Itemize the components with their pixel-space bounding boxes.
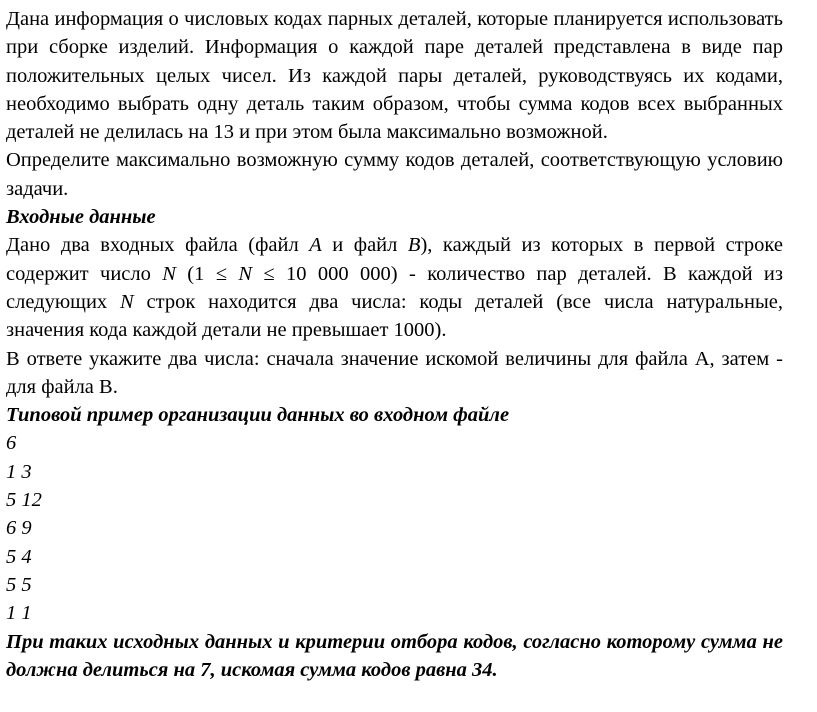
input-description [6, 231, 783, 344]
example-line: 1 3 [6, 460, 32, 483]
input-text-1: Дано два входных файла (файл [6, 234, 310, 257]
var-n-2: N [238, 262, 253, 285]
example-conclusion: При таких исходных данных и критерии отбора кодов, согласно которому сумма не должна делиться на 7, искомая сумма кодов равна 34. [6, 630, 783, 681]
input-text-4: (1 ≤ [175, 262, 239, 285]
input-heading: Входные данные [6, 206, 156, 229]
input-text-6: строк находится два числа: коды деталей (все числа натуральные, значения кода каждой детали не превышает 1000). [6, 290, 783, 342]
var-n-3: N [120, 290, 134, 313]
answer-instruction: В ответе укажите два числа: сначала значение искомой величины для файла А, затем - для файла В. [6, 347, 783, 398]
var-n-1: N [162, 262, 176, 285]
example-line: 1 1 [6, 602, 32, 625]
input-text-5: ≤ 10 000 000) - количество пар деталей. В каждой из следующих [6, 262, 783, 313]
file-a-label: A [309, 234, 322, 257]
task-intro: Дана информация о числовых кодах парных деталей, которые планируется использовать при сборке изделий. Информация о каждой паре деталей представлена в виде пар положительных целых чисел. Из каждой пары деталей, руководствуясь их кодами, необходимо выбрать одну деталь таким образом, чтобы сумма кодов всех выбранных деталей не делилась на 13 и при этом была максимально возможной. [6, 8, 783, 144]
example-line: 5 5 [6, 573, 32, 596]
file-b-label: B [407, 234, 421, 257]
input-text-3: ), каждый из которых в первой строке содержит число [6, 234, 783, 285]
example-line: 6 9 [6, 517, 32, 540]
example-heading: Типовой пример организации данных во входном файле [6, 404, 510, 427]
example-line: 6 [6, 432, 17, 455]
example-line: 5 4 [6, 545, 32, 568]
example-line: 5 12 [6, 489, 42, 512]
task-question: Определите максимально возможную сумму кодов деталей, соответствующую условию задачи. [6, 149, 783, 200]
input-text-2: и файл [321, 234, 408, 257]
